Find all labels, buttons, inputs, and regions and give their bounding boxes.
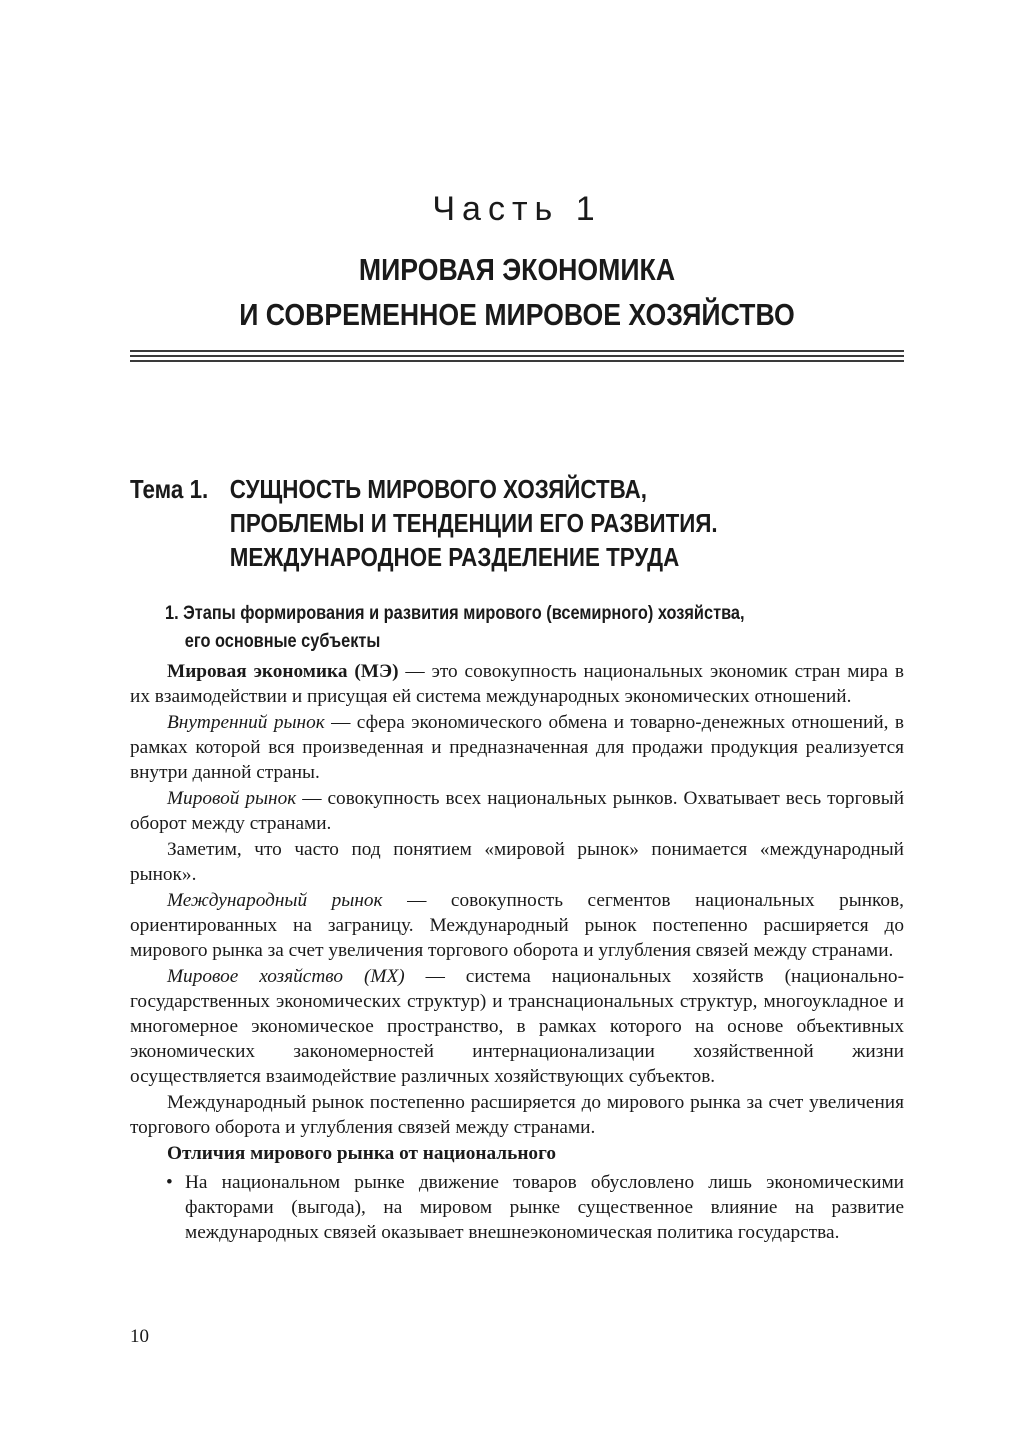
definition: — система национальных хозяйств (национально-государственных экономических структур) и транснациональных структур, многоукладное и многомерное экономическое пространство, в рамках которого на основе объективных экономических закономерностей интернационализации хозяйственной жизни осуществляется взаимодействие различных хозяйствующих субъектов.	[130, 966, 904, 1087]
section-title-line-1: 1. Этапы формирования и развития мирового (всемирного) хозяйства,	[165, 603, 745, 624]
definition: — это совокупность национальных экономик стран мира в их взаимодействии и присущая ей система международных экономических отношений.	[130, 661, 904, 707]
topic-title-line-3: МЕЖДУНАРОДНОЕ РАЗДЕЛЕНИЕ ТРУДА	[229, 542, 680, 572]
definition: — сфера экономического обмена и товарно-денежных отношений, в рамках которой вся произведенная и предназначенная для продажи продукция реализуется внутри данной страны.	[130, 712, 904, 783]
paragraph: Международный рынок постепенно расширяется до мирового рынка за счет увеличения торгового оборота и углубления связей между странами.	[130, 1092, 904, 1138]
list-item	[130, 1170, 904, 1245]
topic-heading	[130, 472, 904, 574]
term: Внутренний рынок	[167, 712, 325, 733]
decorative-rule	[130, 360, 904, 362]
section-title-line-2: его основные субъекты	[184, 631, 381, 652]
topic-number: Тема 1.	[130, 474, 209, 504]
term: Международный рынок	[167, 890, 383, 911]
paragraph	[130, 964, 904, 1089]
term: Мировое хозяйство (МХ)	[167, 966, 405, 987]
page-number: 10	[130, 1326, 149, 1347]
paragraph	[130, 710, 904, 785]
paragraph	[130, 888, 904, 963]
topic-title-line-2: ПРОБЛЕМЫ И ТЕНДЕНЦИИ ЕГО РАЗВИТИЯ.	[229, 508, 718, 538]
part-title-line-2: И СОВРЕМЕННОЕ МИРОВОЕ ХОЗЯЙСТВО	[239, 297, 795, 332]
body-text	[130, 659, 904, 1245]
list-item-text: На национальном рынке движение товаров обусловлено лишь экономическими факторами (выгода), на мировом рынке существенное влияние на развитие международных связей оказывает внешнеэкономическая политика государства.	[185, 1172, 904, 1243]
decorative-rule	[130, 355, 904, 357]
paragraph: Заметим, что часто под понятием «мировой рынок» понимается «международный рынок».	[130, 839, 904, 885]
definition: — совокупность сегментов национальных рынков, ориентированных на заграницу. Международный рынок постепенно расширяется до мирового рынка за счет увеличения торгового оборота и углубления связей между странами.	[130, 890, 904, 961]
definition: — совокупность всех национальных рынков. Охватывает весь торговый оборот между странами.	[130, 788, 905, 834]
term: Мировая экономика (МЭ)	[167, 661, 399, 682]
section-heading	[165, 600, 853, 656]
subheading: Отличия мирового рынка от национального	[167, 1143, 556, 1164]
part-title-line-1: МИРОВАЯ ЭКОНОМИКА	[358, 252, 676, 287]
bullet-icon: •	[166, 1172, 173, 1193]
decorative-rule	[130, 350, 904, 352]
topic-title-line-1: СУЩНОСТЬ МИРОВОГО ХОЗЯЙСТВА,	[229, 474, 648, 504]
term: Мировой рынок	[167, 788, 297, 809]
part-label: Часть 1	[432, 190, 602, 228]
paragraph	[130, 659, 904, 709]
paragraph	[130, 786, 904, 836]
